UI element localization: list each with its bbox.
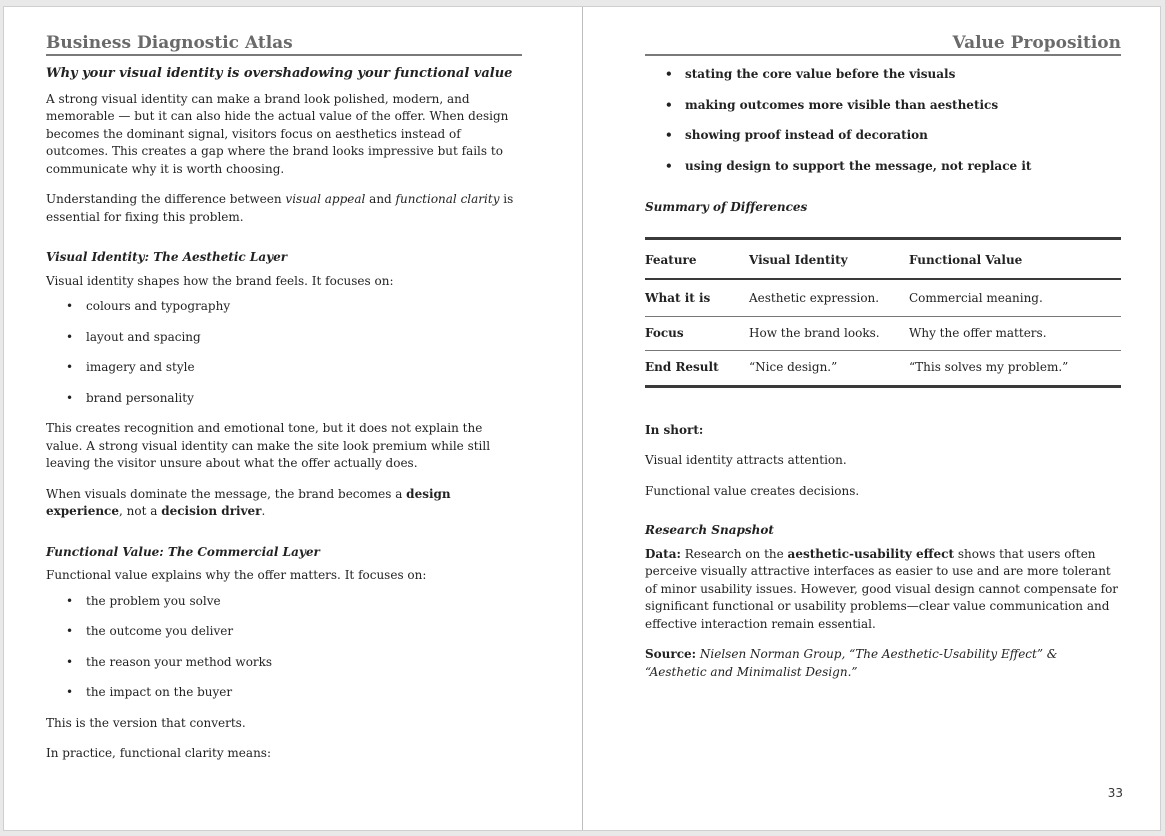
section-title-functional-value: Functional Value: The Commercial Layer [46,544,320,559]
running-head-left: Business Diagnostic Atlas [46,33,522,56]
emphasis-functional-clarity: functional clarity [395,192,500,206]
bold-decision-driver: decision driver [161,504,262,518]
dominate-paragraph: When visuals dominate the message, the brand becomes a design experience, not a decision driver. [46,486,451,518]
in-short-line-1: Visual identity attracts attention. [645,453,847,467]
bold-design-experience: design experience [46,486,451,518]
book-spread [3,6,1161,831]
emphasis-visual-appeal: visual appeal [285,192,366,206]
table-cell: What it is [645,291,711,305]
table-cell: End Result [645,351,749,387]
right-page-content [645,64,1121,694]
page-number: 33 [1107,785,1123,800]
table-header-cell: Feature [645,238,749,279]
summary-table [645,237,1121,388]
understanding-paragraph: Understanding the difference between visual appeal and functional clarity is essential for fixing this problem. [46,192,514,224]
left-page [46,7,522,830]
list-item: • colours and typography [46,298,522,316]
in-short-line-2: Functional value creates decisions. [645,483,860,498]
table-header-cell: Functional Value [909,238,1121,279]
visual-identity-lead: Visual identity shapes how the brand feels. It focuses on: [46,273,394,288]
left-page-content [46,65,522,776]
list-item: • showing proof instead of decoration [645,127,1121,145]
table-cell: Why the offer matters. [909,316,1121,351]
table-header-cell: Visual Identity [749,238,909,279]
section-title-visual-identity: Visual Identity: The Aesthetic Layer [46,250,288,264]
table-cell: Commercial meaning. [909,291,1043,305]
table-row [645,279,1121,316]
table-cell: “This solves my problem.” [909,351,1121,387]
summary-title: Summary of Differences [645,200,808,214]
data-label: Data: [645,546,681,561]
list-item: • layout and spacing [46,329,522,347]
research-title: Research Snapshot [645,523,774,537]
list-item: • using design to support the message, not replace it [645,158,1121,176]
table-cell: Aesthetic expression. [749,291,880,305]
clarity-list [645,66,1121,175]
converts-line: This is the version that converts. [46,715,246,730]
list-item: • the impact on the buyer [46,684,522,702]
bold-aesthetic-usability: aesthetic-usability effect [787,546,954,561]
table-cell: Focus [645,316,749,351]
functional-value-list [46,593,522,702]
source-label: Source: [645,647,697,661]
list-item: • making outcomes more visible than aesthetics [645,97,1121,115]
list-item: • stating the core value before the visuals [645,66,1121,84]
list-item: • imagery and style [46,359,522,377]
table-cell: “Nice design.” [749,351,909,387]
list-item: • the reason your method works [46,654,522,672]
intro-paragraph: A strong visual identity can make a brand look polished, modern, and memorable — but it can also hide the actual value of the offer. When design becomes the dominant signal, visitors focus on aesthetics instead of outcomes. This creates a gap where the brand looks impressive but fails to communicate why it is worth choosing. [46,91,509,176]
page-gutter [582,7,583,830]
chapter-subhead: Why your visual identity is overshadowing your functional value [46,66,513,81]
list-item: • the problem you solve [46,593,522,611]
running-head-right: Value Proposition [645,33,1121,56]
research-source-paragraph [645,646,1121,681]
research-data-paragraph: Data: Research on the aesthetic-usability effect shows that users often perceive visually attractive interfaces as easier to use and are more tolerant of minor usability issues. However, good visual design cannot compensate for significant functional or usability problems—clear value communication and effective interaction remain essential. [645,546,1119,631]
right-page [645,7,1121,830]
table-cell: How the brand looks. [749,316,909,351]
source-citation: Nielsen Norman Group, “The Aesthetic-Usability Effect” & “Aesthetic and Minimalist Design.” [645,647,1058,679]
list-item: • brand personality [46,390,522,408]
visual-identity-after: This creates recognition and emotional tone, but it does not explain the value. A strong visual identity can make the site look premium while still leaving the visitor unsure about what the offer actually does. [46,421,491,470]
table-row [645,351,1121,387]
table-header-row [645,238,1121,279]
in-short-label: In short: [645,422,704,437]
functional-value-lead: Functional value explains why the offer matters. It focuses on: [46,568,427,582]
list-item: • the outcome you deliver [46,623,522,641]
visual-identity-list [46,298,522,407]
practice-line: In practice, functional clarity means: [46,746,271,760]
table-row [645,316,1121,351]
